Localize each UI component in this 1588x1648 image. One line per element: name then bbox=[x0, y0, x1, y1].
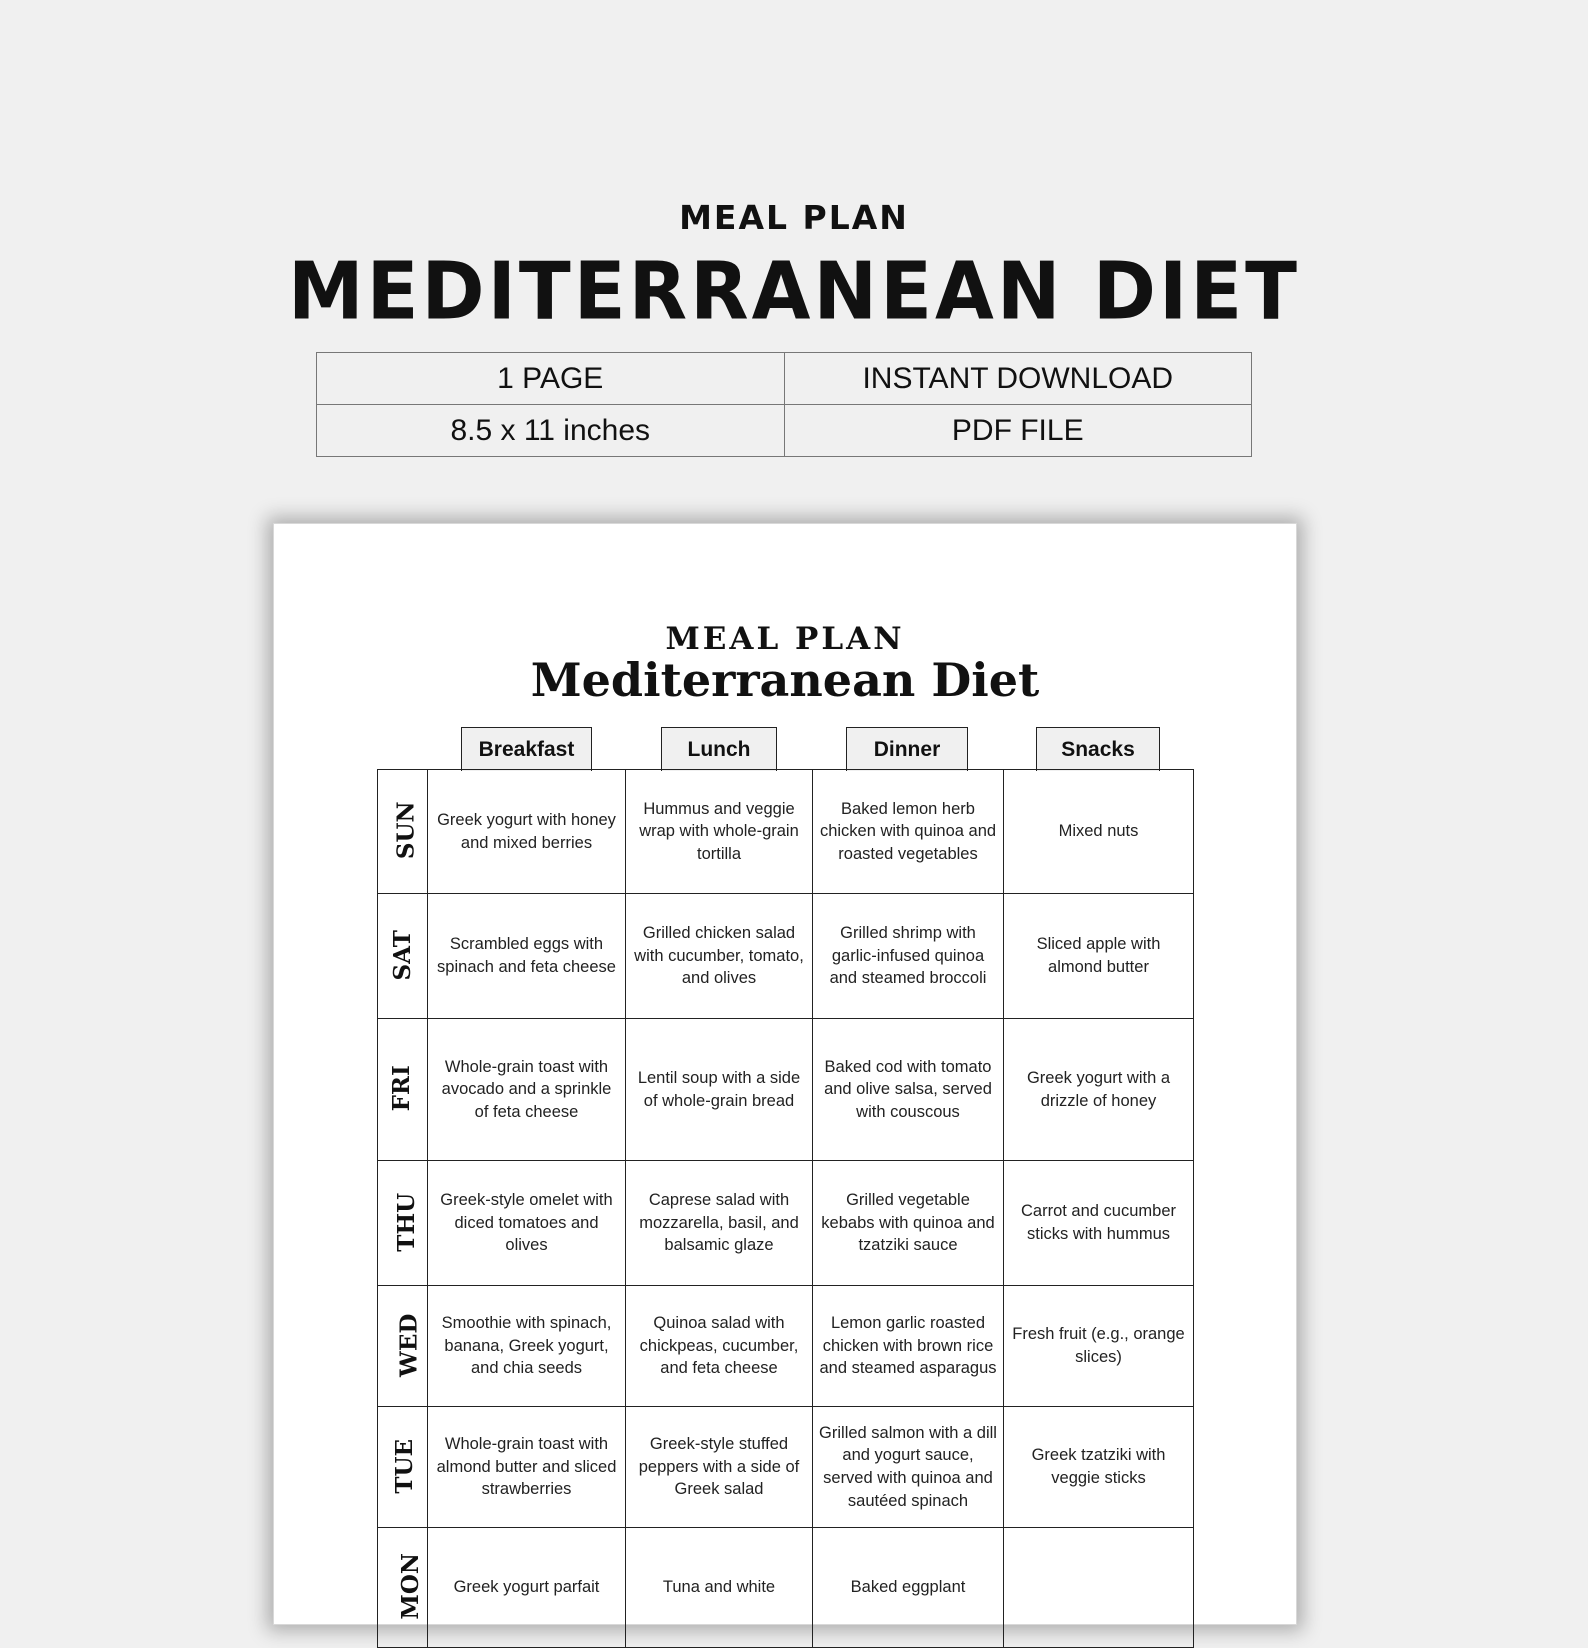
lunch-cell: Tuna and white bbox=[626, 1528, 813, 1648]
day-row-thu bbox=[378, 1161, 1194, 1286]
day-cell bbox=[378, 770, 428, 894]
lunch-cell: Grilled chicken salad with cucumber, tomato, and olives bbox=[626, 894, 813, 1019]
snacks-cell: Greek yogurt with a drizzle of honey bbox=[1004, 1019, 1194, 1161]
lunch-cell: Caprese salad with mozzarella, basil, and balsamic glaze bbox=[626, 1161, 813, 1286]
day-label: THU bbox=[393, 1192, 421, 1252]
info-format: PDF FILE bbox=[784, 405, 1252, 457]
dinner-cell: Baked cod with tomato and olive salsa, served with couscous bbox=[813, 1019, 1004, 1161]
breakfast-cell: Greek yogurt parfait bbox=[428, 1528, 626, 1648]
lunch-cell: Lentil soup with a side of whole-grain bread bbox=[626, 1019, 813, 1161]
product-info-table bbox=[316, 352, 1252, 457]
day-cell bbox=[378, 1407, 428, 1528]
day-row-fri bbox=[378, 1019, 1194, 1161]
dinner-cell: Grilled vegetable kebabs with quinoa and tzatziki sauce bbox=[813, 1161, 1004, 1286]
day-label: SAT bbox=[388, 929, 416, 981]
day-cell bbox=[378, 1161, 428, 1286]
day-label: SUN bbox=[392, 801, 420, 860]
day-row-wed bbox=[378, 1286, 1194, 1407]
dinner-cell: Lemon garlic roasted chicken with brown rice and steamed asparagus bbox=[813, 1286, 1004, 1407]
lunch-cell: Quinoa salad with chickpeas, cucumber, and feta cheese bbox=[626, 1286, 813, 1407]
info-row bbox=[317, 405, 1252, 457]
dinner-cell: Grilled shrimp with garlic-infused quinoa and steamed broccoli bbox=[813, 894, 1004, 1019]
dinner-cell: Baked lemon herb chicken with quinoa and roasted vegetables bbox=[813, 770, 1004, 894]
info-page-count: 1 PAGE bbox=[317, 353, 785, 405]
info-row bbox=[317, 353, 1252, 405]
day-cell bbox=[378, 1019, 428, 1161]
meal-header-dinner: Dinner bbox=[846, 727, 968, 771]
info-download: INSTANT DOWNLOAD bbox=[784, 353, 1252, 405]
day-row-sat bbox=[378, 894, 1194, 1019]
day-label: TUE bbox=[391, 1438, 419, 1494]
meal-header-breakfast: Breakfast bbox=[461, 727, 592, 771]
meal-plan-sheet-preview bbox=[273, 523, 1297, 1625]
lunch-cell: Greek-style stuffed peppers with a side of Greek salad bbox=[626, 1407, 813, 1528]
dinner-cell: Grilled salmon with a dill and yogurt sauce, served with quinoa and sautéed spinach bbox=[813, 1407, 1004, 1528]
sheet-subtitle: MEAL PLAN bbox=[665, 621, 905, 657]
snacks-cell: Greek tzatziki with veggie sticks bbox=[1004, 1407, 1194, 1528]
snacks-cell: Sliced apple with almond butter bbox=[1004, 894, 1194, 1019]
info-size: 8.5 x 11 inches bbox=[317, 405, 785, 457]
day-label: WED bbox=[395, 1313, 423, 1377]
meal-header-lunch: Lunch bbox=[661, 727, 777, 771]
lunch-cell: Hummus and veggie wrap with whole-grain tortilla bbox=[626, 770, 813, 894]
breakfast-cell: Scrambled eggs with spinach and feta cheese bbox=[428, 894, 626, 1019]
dinner-cell: Baked eggplant bbox=[813, 1528, 1004, 1648]
day-row-tue bbox=[378, 1407, 1194, 1528]
day-label: FRI bbox=[388, 1065, 416, 1112]
meal-header-snacks: Snacks bbox=[1036, 727, 1160, 771]
day-label: MON bbox=[396, 1553, 424, 1620]
snacks-cell: Carrot and cucumber sticks with hummus bbox=[1004, 1161, 1194, 1286]
breakfast-cell: Greek-style omelet with diced tomatoes and olives bbox=[428, 1161, 626, 1286]
header-title: MEDITERRANEAN DIET bbox=[287, 243, 1301, 338]
day-row-sun bbox=[378, 770, 1194, 894]
meal-plan-grid bbox=[377, 769, 1194, 1648]
day-cell bbox=[378, 1286, 428, 1407]
sheet-title: Mediterranean Diet bbox=[530, 653, 1040, 707]
breakfast-cell: Smoothie with spinach, banana, Greek yogurt, and chia seeds bbox=[428, 1286, 626, 1407]
day-cell bbox=[378, 894, 428, 1019]
snacks-cell: Fresh fruit (e.g., orange slices) bbox=[1004, 1286, 1194, 1407]
snacks-cell: Mixed nuts bbox=[1004, 770, 1194, 894]
breakfast-cell: Greek yogurt with honey and mixed berries bbox=[428, 770, 626, 894]
breakfast-cell: Whole-grain toast with avocado and a sprinkle of feta cheese bbox=[428, 1019, 626, 1161]
header-subtitle: MEAL PLAN bbox=[679, 198, 909, 237]
breakfast-cell: Whole-grain toast with almond butter and sliced strawberries bbox=[428, 1407, 626, 1528]
